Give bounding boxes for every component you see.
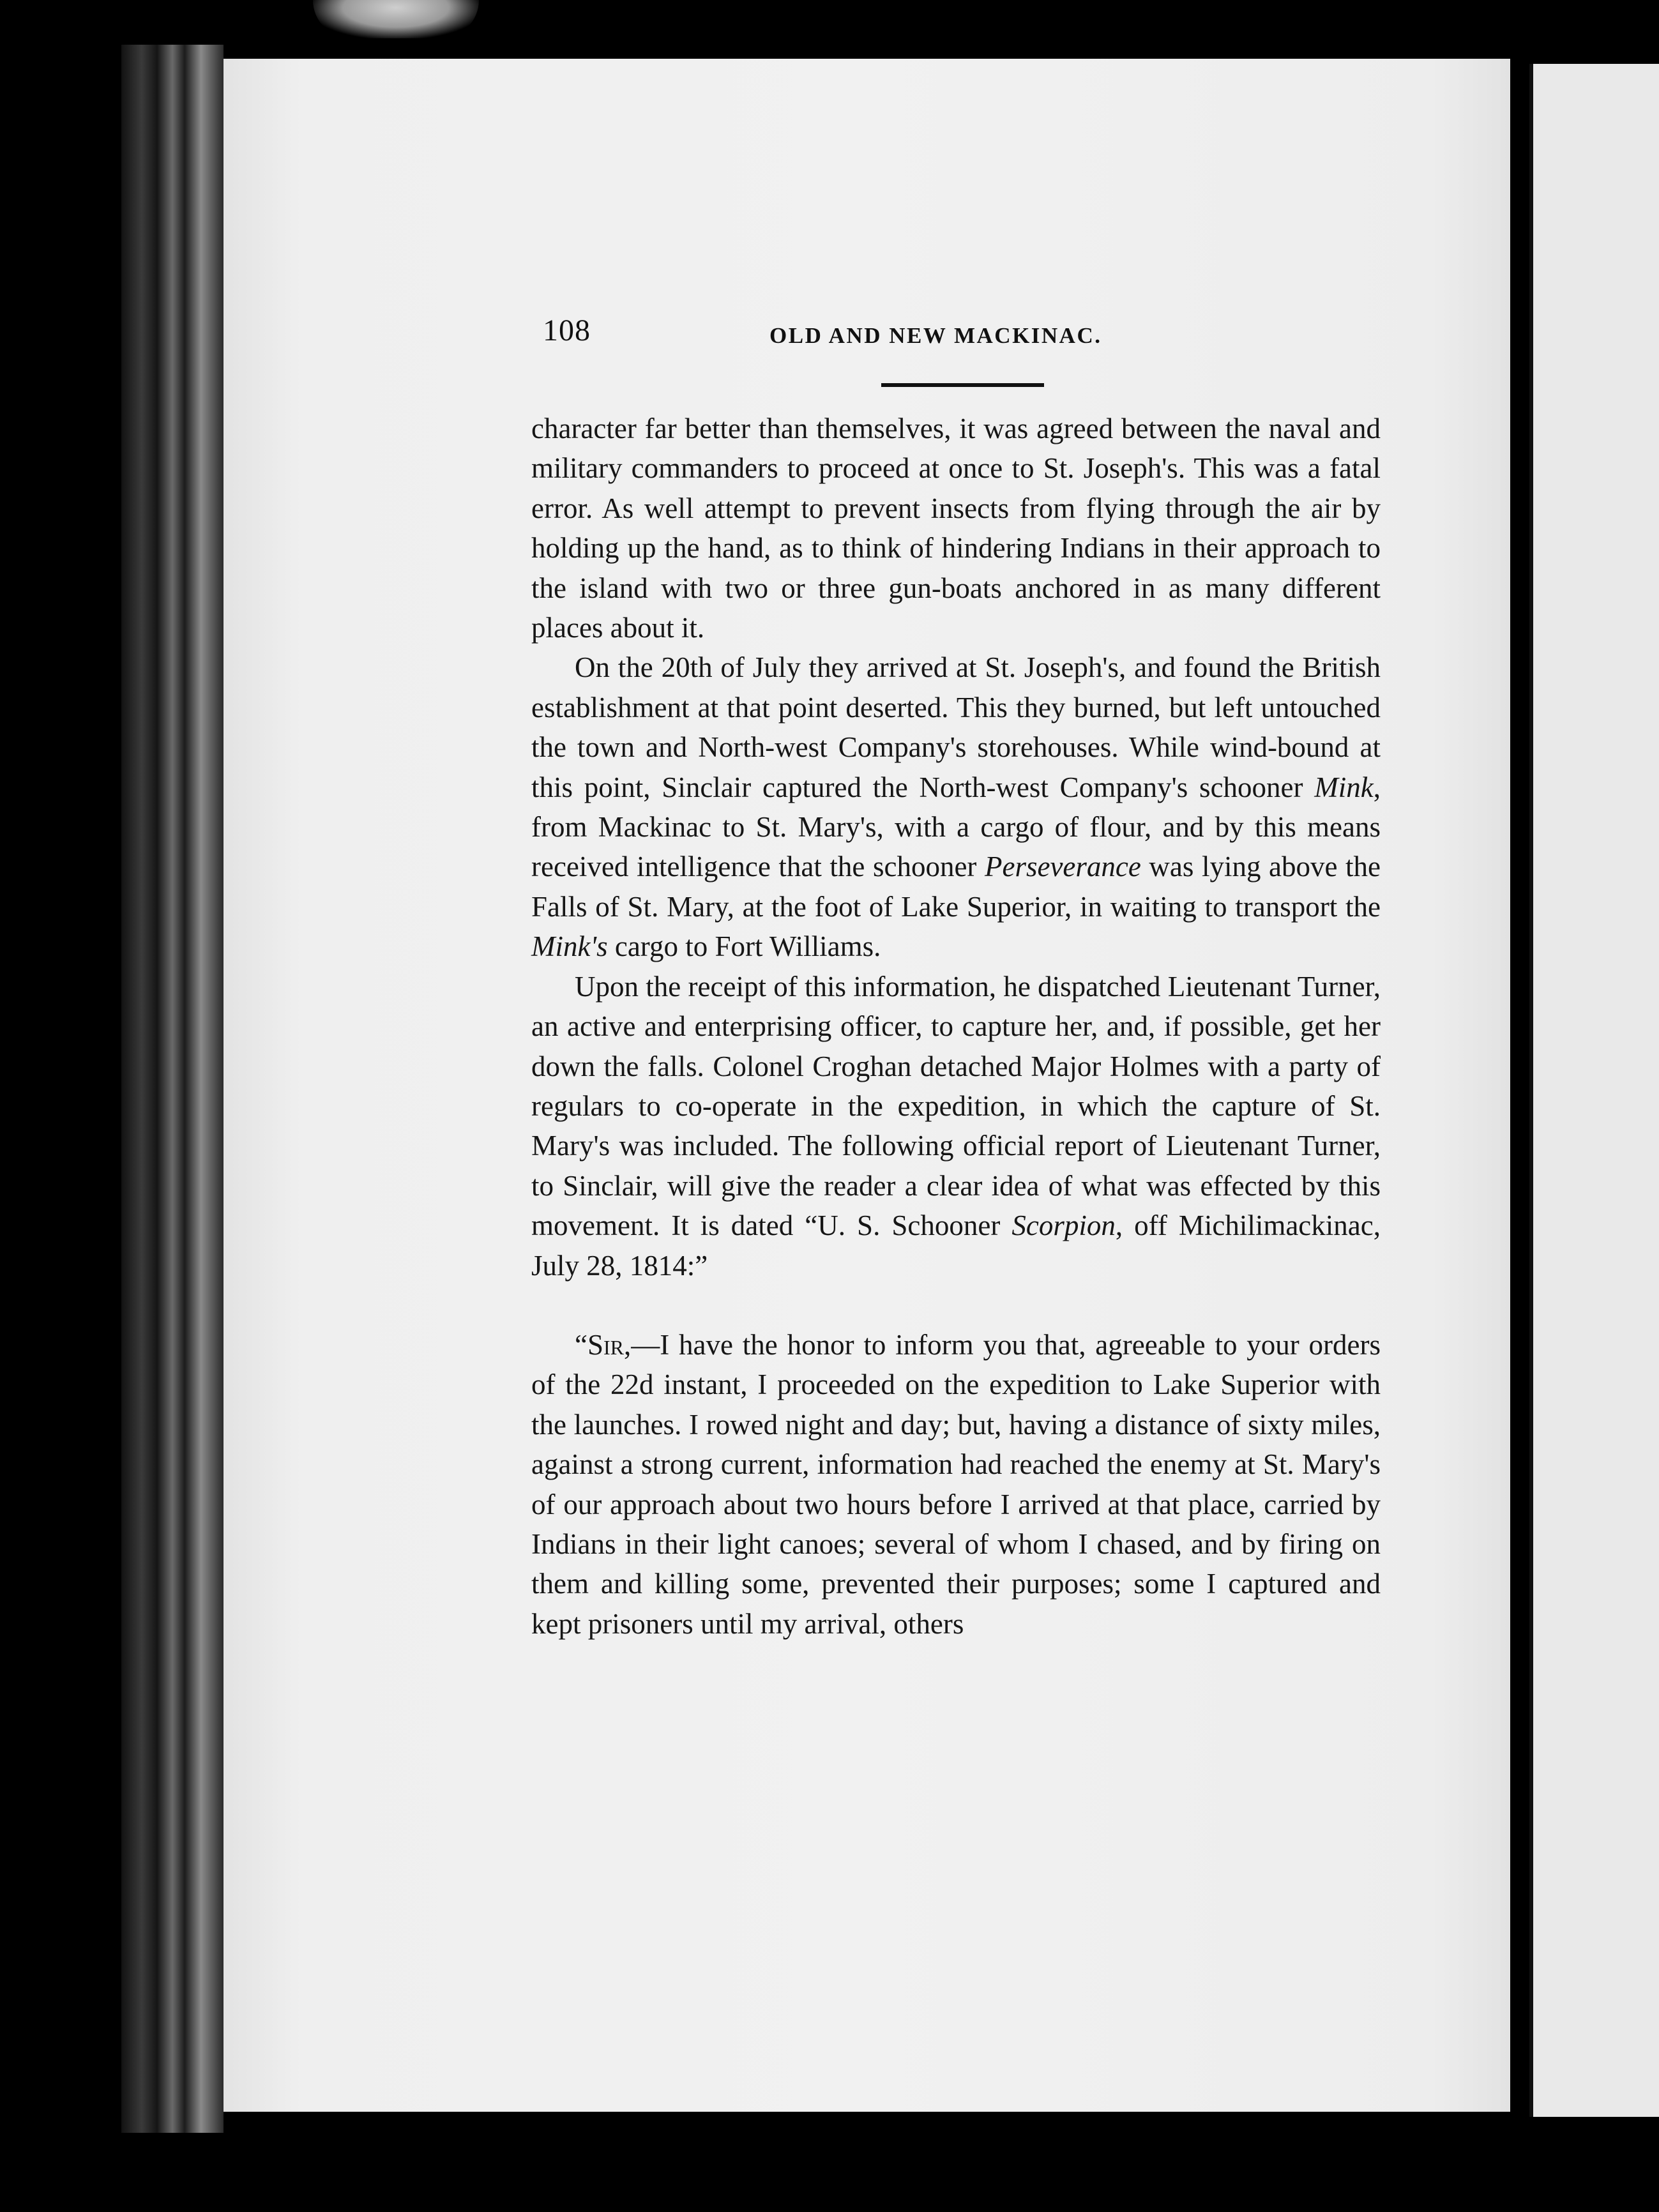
paragraph-3 bbox=[531, 967, 1381, 1285]
paragraph-2-text-d: cargo to Fort Williams. bbox=[607, 930, 881, 963]
ship-name-perseverance: Perseverance bbox=[984, 851, 1141, 883]
letter-paragraph bbox=[531, 1325, 1381, 1644]
paragraph-2-text-a: On the 20th of July they arrived at St. Joseph's, and found the British establishment at that point deserted. This they burned, but left untouched the town and North-west Company's storehouses. While wind-bound at this point, Sinclair captured the North-west Company's schooner bbox=[531, 651, 1381, 803]
paragraph-2 bbox=[531, 648, 1381, 966]
paragraph-3-text-a: Upon the receipt of this information, he dispatched Lieutenant Turner, an active and enterprising officer, to capture her, and, if possible, get her down the falls. Colonel Croghan detached Major Holmes with a party of regulars to co-operate in the expedition, in which the capture of St. Mary's was included. The following official report of Lieutenant Turner, to Sinclair, will give the reader a clear idea of what was effected by this movement. It is dated “U. S. Schooner bbox=[531, 970, 1381, 1242]
running-title: OLD AND NEW MACKINAC. bbox=[769, 323, 1102, 348]
letter-salutation: Sir bbox=[587, 1328, 625, 1361]
ship-name-minks: Mink's bbox=[531, 930, 608, 963]
page-number: 108 bbox=[543, 314, 591, 347]
facing-page-edge bbox=[1529, 64, 1659, 2117]
body-text bbox=[531, 409, 1381, 1644]
ship-name-scorpion: Scorpion bbox=[1011, 1209, 1116, 1242]
header-rule bbox=[881, 383, 1044, 387]
book-spine bbox=[121, 45, 223, 2133]
paragraph-1: character far better than themselves, it was agreed between the naval and military commanders to proceed at once to St. Joseph's. This was a fatal error. As well attempt to prevent insects from flying through the air by holding up the hand, as to think of hindering Indians in their approach to the island with two or three gun-boats anchored in as many different places about it. bbox=[531, 413, 1381, 644]
paragraph-2-text-c: was lying above the Falls of St. Mary, at the foot of Lake Superior, in waiting to transport the bbox=[531, 851, 1381, 923]
paragraph-3-text-b: , off Michilimackinac, July 28, 1814:” bbox=[531, 1209, 1381, 1282]
letter-text: ,—I have the honor to inform you that, agreeable to your orders of the 22d instant, I proceeded on the expedition to Lake Superior with the launches. I rowed night and day; but, having a distance of sixty miles, against a strong current, information had reached the enemy at St. Mary's of our approach about two hours before I arrived at that place, carried by Indians in their light canoes; several of whom I chased, and by firing on them and killing some, prevented their purposes; some I captured and kept prisoners until my arrival, others bbox=[531, 1328, 1381, 1640]
running-head bbox=[543, 313, 1376, 351]
paragraph-2-text-b: , from Mackinac to St. Mary's, with a cargo of flour, and by this means received intelligence that the schooner bbox=[531, 771, 1381, 883]
ship-name-mink: Mink bbox=[1314, 771, 1374, 803]
letter-open-quote: “ bbox=[575, 1328, 587, 1361]
scan-artifact bbox=[313, 0, 479, 38]
